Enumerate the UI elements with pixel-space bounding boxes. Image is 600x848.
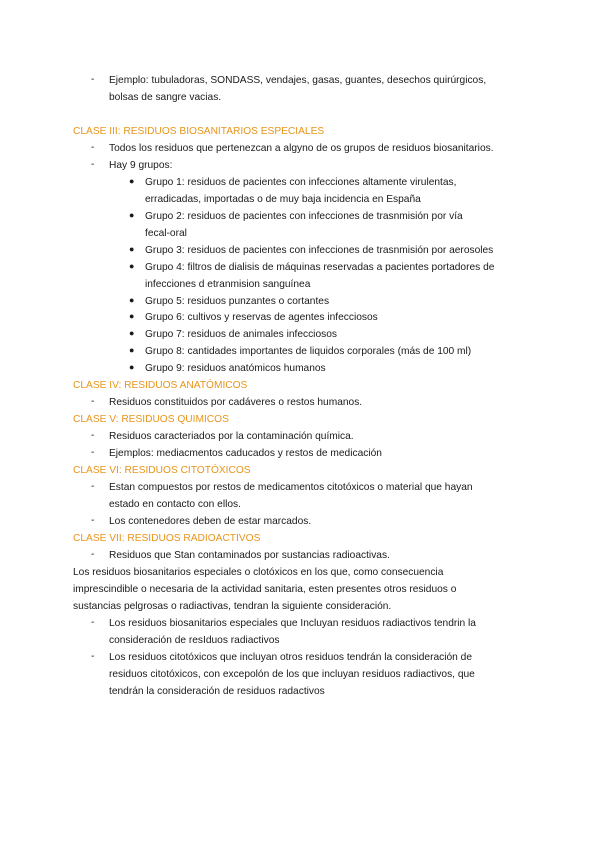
group-4-line-2: infecciones d etranmision sanguínea [145,279,311,290]
closing-item-2-line-2: residuos citotóxicos, con excepolón de los que incluyan residuos radiactivos, que [109,669,475,680]
dash-marker: - [91,515,95,526]
closing-item-1-line-2: consideración de resIduos radiactivos [109,635,280,646]
closing-item-1-line-1: Los residuos biosanitarios especiales que Incluyan residuos radiactivos tendrin la [109,618,476,629]
group-3: Grupo 3: residuos de pacientes con infecciones de trasnmisión por aerosoles [145,245,494,256]
dash-marker: - [91,549,95,560]
clase7-item-1: Residuos que Stan contaminados por sustancias radioactivas. [109,550,390,561]
bullet-marker: ● [129,295,135,305]
closing-paragraph-line-3: sustancias pelgrosas o radiactivas, tendran la siguiente consideración. [73,601,392,612]
dash-marker: - [91,617,95,628]
example-line-2: bolsas de sangre vacias. [109,92,222,103]
clase3-item-1: Todos los residuos que pertenezcan a algyno de os grupos de residuos biosanitarios. [109,143,494,154]
bullet-marker: ● [129,244,135,254]
dash-marker: - [91,74,95,85]
group-8: Grupo 8: cantidades importantes de liquidos corporales (más de 100 ml) [145,346,472,357]
clase5-item-1: Residuos caracteriados por la contaminación química. [109,431,354,442]
dash-marker: - [91,481,95,492]
clase7-heading: CLASE VII: RESIDUOS RADIOACTIVOS [73,533,261,544]
bullet-marker: ● [129,311,135,321]
group-2-line-2: fecal-oral [145,228,187,239]
group-6: Grupo 6: cultivos y reservas de agentes infecciosos [145,312,378,323]
example-line-1: Ejemplo: tubuladoras, SONDASS, vendajes, gasas, guantes, desechos quirúrgicos, [109,75,487,86]
closing-item-2-line-1: Los residuos citotóxicos que incluyan otros residuos tendrán la consideración de [109,652,472,663]
group-9: Grupo 9: residuos anatómicos humanos [145,363,326,374]
closing-paragraph-line-1: Los residuos biosanitarios especiales o clotóxicos en los que, como consecuencia [73,567,444,578]
bullet-marker: ● [129,210,135,220]
clase6-heading: CLASE VI: RESIDUOS CITOTÓXICOS [73,465,251,476]
dash-marker: - [91,447,95,458]
group-4-line-1: Grupo 4: filtros de dialisis de máquinas reservadas a pacientes portadores de [145,262,495,273]
dash-marker: - [91,396,95,407]
bullet-marker: ● [129,261,135,271]
clase5-heading: CLASE V: RESIDUOS QUIMICOS [73,414,229,425]
clase3-heading: CLASE III: RESIDUOS BIOSANITARIOS ESPECIALES [73,126,325,137]
clase5-item-2: Ejemplos: mediacmentos caducados y restos de medicación [109,448,382,459]
clase6-item-1-line-2: estado en contacto con ellos. [109,499,241,510]
group-2-line-1: Grupo 2: residuos de pacientes con infecciones de trasnmisión por vía [145,211,463,222]
dash-marker: - [91,430,95,441]
clase4-heading: CLASE IV: RESIDUOS ANATÓMICOS [73,380,248,391]
dash-marker: - [91,651,95,662]
clase4-item-1: Residuos constituidos por cadáveres o restos humanos. [109,397,363,408]
group-1-line-2: erradicadas, importadas o de muy baja incidencia en España [145,194,421,205]
group-5: Grupo 5: residuos punzantes o cortantes [145,296,330,307]
closing-paragraph-line-2: imprescindible o necesaria de la actividad sanitaria, esten presentes otros residuos o [73,584,457,595]
clase6-item-1-line-1: Estan compuestos por restos de medicamentos citotóxicos o material que hayan [109,482,473,493]
group-1-line-1: Grupo 1: residuos de pacientes con infecciones altamente virulentas, [145,177,457,188]
dash-marker: - [91,159,95,170]
bullet-marker: ● [129,345,135,355]
bullet-marker: ● [129,176,135,186]
clase6-item-2: Los contenedores deben de estar marcados. [109,516,312,527]
clase3-item-2: Hay 9 grupos: [109,160,173,171]
dash-marker: - [91,142,95,153]
group-7: Grupo 7: residuos de animales infecciosos [145,329,337,340]
bullet-marker: ● [129,362,135,372]
closing-item-2-line-3: tendrán la consideración de residuos radactivos [109,686,325,697]
bullet-marker: ● [129,328,135,338]
